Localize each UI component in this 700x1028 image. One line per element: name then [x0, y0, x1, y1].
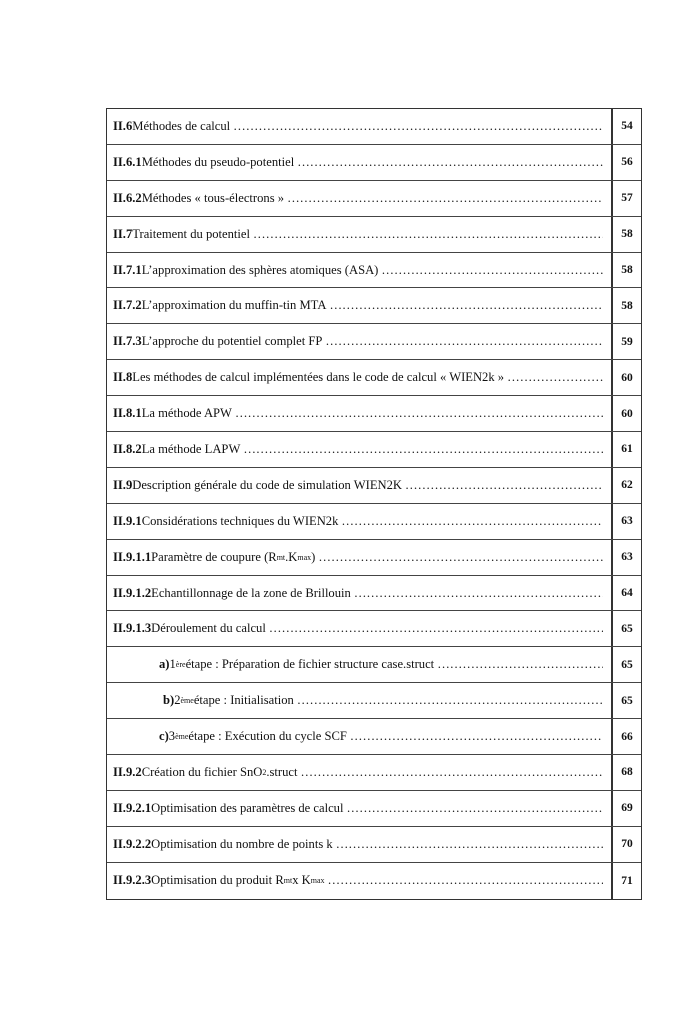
dot-leader: [297, 693, 603, 708]
toc-entry-title: [107, 360, 613, 395]
toc-entry-title: [107, 253, 613, 288]
toc-entry-title: [107, 647, 613, 682]
dot-leader: [354, 586, 603, 601]
section-title-text: 1: [169, 657, 176, 672]
section-number: II.9.1.3: [113, 621, 152, 636]
page-number: 63: [621, 551, 633, 564]
section-number: II.8.2: [113, 441, 142, 456]
dot-leader: [328, 873, 603, 888]
toc-row: [107, 253, 641, 289]
section-title-text: La méthode APW: [141, 406, 232, 421]
section-title-text: Optimisation des paramètres de calcul: [151, 800, 344, 815]
page-number: 65: [621, 622, 633, 635]
page-number: 68: [621, 766, 633, 779]
section-title-text: Méthodes « tous-électrons »: [141, 190, 285, 205]
dot-leader: [381, 263, 603, 278]
section-number: II.9.1: [113, 513, 142, 528]
section-number: II.7.2: [113, 298, 142, 313]
page-number: 60: [621, 407, 633, 420]
section-title-text: étape : Exécution du cycle SCF: [188, 729, 347, 744]
toc-entry-title: [107, 791, 613, 826]
section-title-text: Description générale du code de simulation WIEN2K: [132, 477, 403, 492]
section-number: II.9.2.2: [113, 836, 152, 851]
section-title-text: mt: [283, 876, 293, 886]
toc-row: [107, 181, 641, 217]
section-title-text: ème: [175, 732, 189, 742]
section-title-text: Optimisation du nombre de points k: [151, 836, 333, 851]
page-number: 64: [621, 587, 633, 600]
section-title-text: ère: [175, 660, 186, 670]
section-number: II.9.2.3: [113, 873, 152, 888]
section-title-text: max: [297, 552, 312, 562]
dot-leader: [253, 227, 603, 242]
page-number: 60: [621, 371, 633, 384]
page-number: 58: [621, 228, 633, 241]
section-number: II.8: [113, 370, 133, 385]
toc-entry-title: [107, 145, 613, 180]
section-number: II.6.1: [113, 154, 142, 169]
section-number: II.9.1.2: [113, 585, 152, 600]
toc-row: [107, 288, 641, 324]
toc-entry-title: [107, 719, 613, 754]
toc-row: [107, 683, 641, 719]
page-number: 65: [621, 694, 633, 707]
page-number: 57: [621, 192, 633, 205]
toc-row: [107, 468, 641, 504]
section-title-text: ): [311, 549, 316, 564]
toc-entry-title: [107, 827, 613, 862]
toc-row: [107, 145, 641, 181]
table-of-contents: [106, 108, 642, 900]
page-number: 71: [621, 874, 633, 887]
section-title-text: mt: [276, 552, 286, 562]
section-number: II.7.3: [113, 334, 142, 349]
section-title-text: Création du fichier SnO: [141, 764, 263, 779]
page-number: 69: [621, 802, 633, 815]
section-number: II.9.2: [113, 764, 142, 779]
dot-leader: [346, 801, 603, 816]
dot-leader: [301, 765, 603, 780]
section-number: b): [163, 693, 175, 708]
section-title-text: La méthode LAPW: [141, 441, 241, 456]
toc-entry-title: [107, 468, 613, 503]
section-title-text: L’approximation des sphères atomiques (ASA): [141, 262, 379, 277]
page-number: 54: [621, 120, 633, 133]
section-title-text: ème: [180, 696, 194, 706]
toc-entry-title: [107, 576, 613, 611]
dot-leader: [405, 478, 603, 493]
toc-entry-title: [107, 288, 613, 323]
page-number: 66: [621, 730, 633, 743]
toc-row: [107, 647, 641, 683]
section-title-text: L’approximation du muffin-tin MTA: [141, 298, 327, 313]
toc-entry-title: [107, 181, 613, 216]
dot-leader: [233, 119, 603, 134]
toc-row: [107, 504, 641, 540]
section-title-text: Traitement du potentiel: [132, 226, 251, 241]
section-title-text: L’approche du potentiel complet FP: [141, 334, 323, 349]
section-title-text: Déroulement du calcul: [151, 621, 266, 636]
dot-leader: [297, 155, 603, 170]
section-title-text: Considérations techniques du WIEN2k: [141, 513, 339, 528]
dot-leader: [437, 657, 603, 672]
section-title-text: Paramètre de coupure (R: [151, 549, 277, 564]
section-number: c): [159, 729, 169, 744]
dot-leader: [329, 298, 603, 313]
page-number: 61: [621, 443, 633, 456]
section-title-text: étape : Initialisation: [193, 693, 294, 708]
toc-row: [107, 791, 641, 827]
toc-entry-title: [107, 755, 613, 790]
section-title-text: Echantillonnage de la zone de Brillouin: [151, 585, 351, 600]
toc-row: [107, 432, 641, 468]
toc-entry-title: [107, 504, 613, 539]
page-number: 63: [621, 515, 633, 528]
dot-leader: [325, 334, 603, 349]
page-number: 62: [621, 479, 633, 492]
toc-row: [107, 217, 641, 253]
page-number: 70: [621, 838, 633, 851]
section-title-text: x K: [292, 873, 311, 888]
section-number: II.9: [113, 477, 133, 492]
page-number: 58: [621, 299, 633, 312]
dot-leader: [235, 406, 603, 421]
toc-row: [107, 755, 641, 791]
toc-row: [107, 611, 641, 647]
toc-row: [107, 396, 641, 432]
section-title-text: .K: [285, 549, 298, 564]
toc-row: [107, 863, 641, 899]
toc-entry-title: [107, 324, 613, 359]
toc-row: [107, 719, 641, 755]
section-number: II.9.2.1: [113, 800, 152, 815]
toc-entry-title: [107, 432, 613, 467]
dot-leader: [341, 514, 603, 529]
toc-row: [107, 827, 641, 863]
dot-leader: [269, 621, 603, 636]
toc-entry-title: [107, 109, 613, 144]
toc-entry-title: [107, 611, 613, 646]
page-number: 58: [621, 264, 633, 276]
toc-entry-title: [107, 540, 613, 575]
toc-row: [107, 324, 641, 360]
toc-row: [107, 540, 641, 576]
section-number: II.8.1: [113, 406, 142, 421]
section-number: II.6.2: [113, 190, 142, 205]
toc-entry-title: [107, 217, 613, 252]
dot-leader: [507, 370, 603, 385]
section-title-text: 2: [174, 693, 181, 708]
dot-leader: [336, 837, 603, 852]
toc-entry-title: [107, 683, 613, 718]
section-number: II.7.1: [113, 262, 142, 277]
section-title-text: 2: [262, 767, 267, 777]
toc-row: [107, 109, 641, 145]
section-number: a): [159, 657, 170, 672]
section-title-text: Méthodes du pseudo-potentiel: [141, 154, 295, 169]
dot-leader: [243, 442, 603, 457]
section-title-text: Les méthodes de calcul implémentées dans le code de calcul « WIEN2k »: [132, 370, 505, 385]
toc-entry-title: [107, 396, 613, 431]
section-number: II.9.1.1: [113, 549, 152, 564]
dot-leader: [287, 191, 603, 206]
section-title-text: max: [310, 876, 325, 886]
section-title-text: Optimisation du produit R: [151, 873, 284, 888]
section-title-text: .struct: [266, 764, 298, 779]
toc-row: [107, 576, 641, 612]
dot-leader: [350, 729, 603, 744]
page-number: 56: [621, 156, 633, 169]
section-number: II.6: [113, 118, 133, 133]
page-number: 65: [621, 658, 633, 671]
section-number: II.7: [113, 226, 133, 241]
toc-row: [107, 360, 641, 396]
section-title-text: Méthodes de calcul: [132, 118, 231, 133]
section-title-text: 3: [168, 729, 176, 744]
toc-entry-title: [107, 863, 613, 899]
dot-leader: [318, 550, 603, 565]
page-number: 59: [621, 335, 633, 348]
section-title-text: étape : Préparation de fichier structure case.struct: [185, 657, 435, 672]
